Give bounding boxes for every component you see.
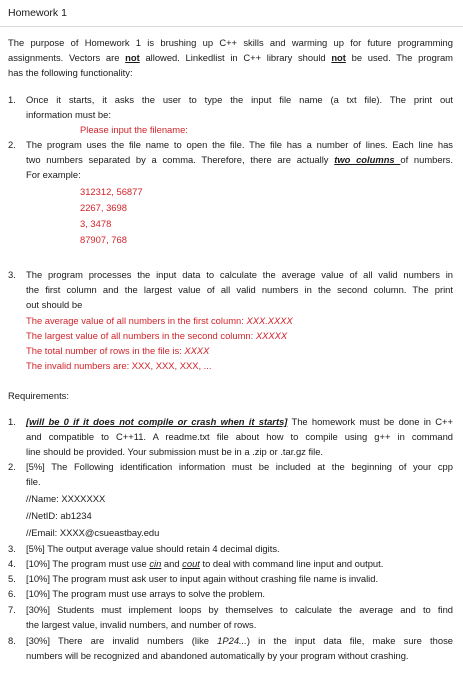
compile-warning: [will be 0 if it does not compile or crash when it starts]	[26, 416, 288, 427]
req-text: to deal with command line input and output.	[199, 558, 384, 569]
output-placeholder: XXX.XXXX	[246, 315, 293, 326]
req-7-line-2: the largest value, invalid numbers, and number of rows.	[26, 619, 257, 630]
cout-keyword: cout	[182, 558, 200, 569]
req-3-line: [5%] The output average value should retain 4 decimal digits.	[26, 543, 280, 554]
two-columns-emphasis: two columns	[334, 154, 401, 165]
list-number: 2.	[8, 461, 16, 472]
func-1-line-2: information must be:	[26, 109, 111, 120]
list-number: 3.	[8, 269, 16, 280]
intro-text: allowed. Linkedlist in C++ library should	[139, 52, 332, 63]
func-2-line-2	[26, 154, 453, 166]
page-title: Homework 1	[8, 7, 67, 19]
list-number: 1.	[8, 416, 16, 427]
prompt-text: Please input the filename:	[80, 124, 188, 135]
req-2-line-2: file.	[26, 476, 41, 487]
req-7-line-1: [30%] Students must implement loops by themselves to calculate the average and to find	[26, 604, 453, 615]
list-number: 6.	[8, 588, 16, 599]
func-3-line-2: the first column and the largest value of all valid numbers in the second column. The print	[26, 284, 453, 295]
output-text: The average value of all numbers in the first column:	[26, 315, 247, 326]
req-8-line-1	[26, 635, 453, 647]
intro-text: be used. The program	[345, 52, 453, 63]
intro-line-2	[8, 52, 453, 64]
req-4-line	[26, 558, 383, 570]
func-3-line-1: The program processes the input data to calculate the average value of all valid numbers in	[26, 269, 453, 280]
req-text: [30%] There are invalid numbers (like	[26, 635, 218, 646]
intro-line-3: has the following functionality:	[8, 67, 133, 78]
output-placeholder: XXXXX	[255, 330, 288, 341]
example-line: 312312, 56877	[80, 186, 143, 197]
cin-keyword: cin	[149, 558, 162, 569]
list-number: 4.	[8, 558, 16, 569]
output-line-4: The invalid numbers are: XXX, XXX, XXX, ...	[26, 360, 212, 371]
req-1-line-3: line should be provided. Your submission must be in a .zip or .tar.gz file.	[26, 446, 324, 457]
func-2-text: of numbers.	[400, 154, 453, 165]
id-name-line: //Name: XXXXXXX	[26, 493, 106, 504]
req-2-line-1: [5%] The Following identification information must be included at the beginning of your cpp	[26, 461, 453, 472]
req-8-line-2: numbers will be recognized and abandoned automatically by your program without crashing.	[26, 650, 409, 661]
req-1-line-2: and compatible to C++11. A readme.txt file about how to compile using g++ in command	[26, 431, 453, 442]
func-2-line-1: The program uses the file name to open the file. The file has a number of lines. Each line has	[26, 139, 453, 150]
output-line-3	[26, 345, 209, 357]
req-text: and	[161, 558, 183, 569]
example-line: 2267, 3698	[80, 202, 127, 213]
output-line-1	[26, 315, 293, 327]
list-number: 2.	[8, 139, 16, 150]
intro-not-emphasis: not	[331, 52, 346, 63]
output-line-2	[26, 330, 287, 342]
req-text: [10%] The program must use	[26, 558, 150, 569]
intro-line-1: The purpose of Homework 1 is brushing up C++ skills and warming up for future programming	[8, 37, 453, 48]
func-1-line-1: Once it starts, it asks the user to type the input file name (a txt file). The print out	[26, 94, 453, 105]
req-1-line-1	[26, 416, 453, 428]
document-header	[0, 0, 463, 27]
example-line: 3, 3478	[80, 218, 112, 229]
list-number: 1.	[8, 94, 16, 105]
intro-text: assignments. Vectors are	[8, 52, 126, 63]
func-3-line-3: out should be	[26, 299, 83, 310]
req-text: The homework must be done in C++	[287, 416, 453, 427]
req-text: ) in the input data file, make sure those	[246, 635, 453, 646]
invalid-example: 1P24...	[217, 635, 247, 646]
req-6-line: [10%] The program must use arrays to solve the problem.	[26, 588, 265, 599]
output-placeholder: XXXX	[184, 345, 210, 356]
list-number: 5.	[8, 573, 16, 584]
func-2-text: two numbers separated by a comma. Therefore, there are actually	[26, 154, 335, 165]
list-number: 7.	[8, 604, 16, 615]
output-text: The total number of rows in the file is:	[26, 345, 185, 356]
list-number: 3.	[8, 543, 16, 554]
id-email-line: //Email: XXXX@csueastbay.edu	[26, 527, 160, 538]
intro-not-emphasis: not	[125, 52, 140, 63]
func-2-line-3: For example:	[26, 169, 81, 180]
example-line: 87907, 768	[80, 234, 127, 245]
requirements-heading: Requirements:	[8, 390, 69, 401]
output-text: The largest value of all numbers in the second column:	[26, 330, 256, 341]
id-netid-line: //NetID: ab1234	[26, 510, 92, 521]
list-number: 8.	[8, 635, 16, 646]
req-5-line: [10%] The program must ask user to input again without crashing file name is invalid.	[26, 573, 379, 584]
